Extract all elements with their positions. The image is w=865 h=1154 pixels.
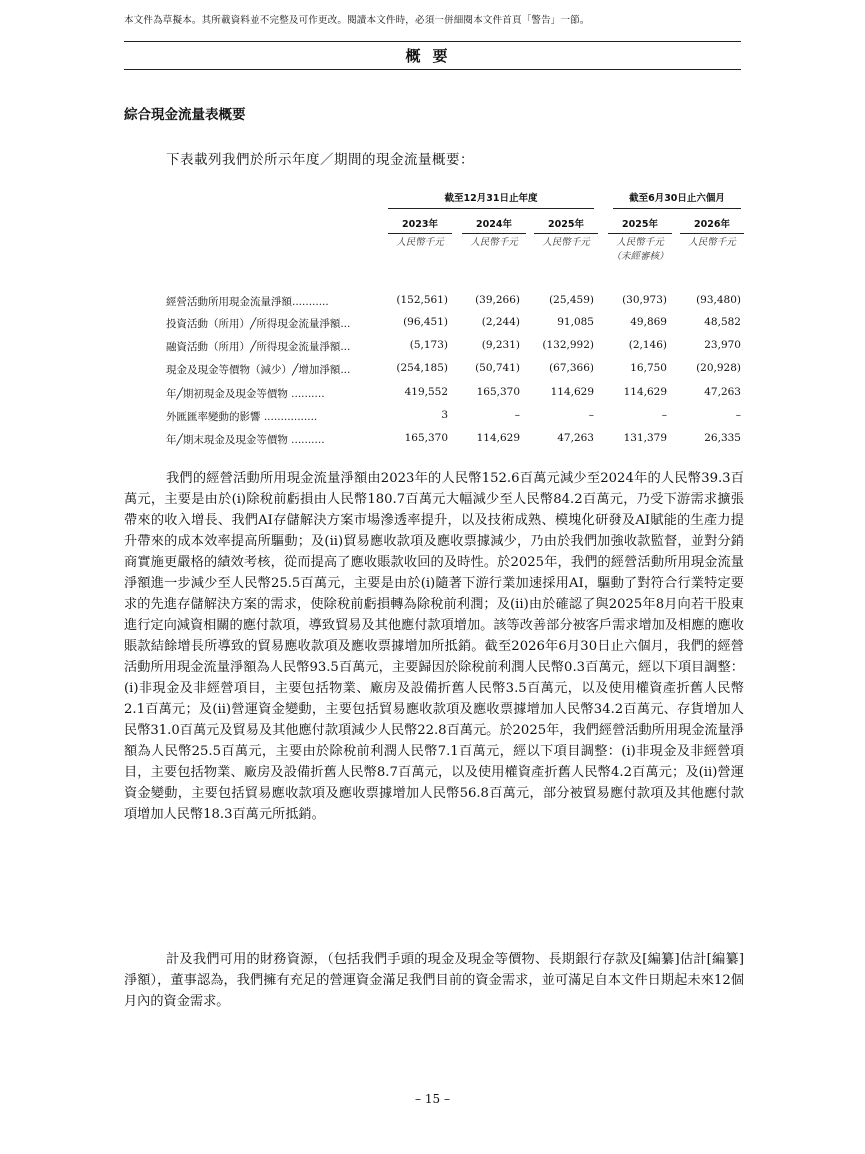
cell-value: 48,582	[704, 316, 741, 328]
section-heading: 綜合現金流量表概要	[124, 107, 246, 123]
cell-value: 16,750	[630, 362, 667, 374]
column-unit-label: 人民幣千元	[396, 237, 444, 248]
header-top-rule	[124, 41, 741, 42]
cell-value: (5,173)	[409, 339, 448, 351]
paragraph-text: 計及我們可用的財務資源，（包括我們手頭的現金及現金等價物、長期銀行存款及[編纂]估計[編纂]淨額），董事認為，我們擁有充足的營運資金滿足我們目前的資金需求，並可滿足自本文件日期起未來12個月內的資金需求。	[124, 952, 744, 1009]
table-row	[124, 339, 744, 359]
cell-value: (9,231)	[481, 339, 520, 351]
column-year-header: 2024年	[462, 216, 526, 234]
operating-cash-flow-discussion	[124, 468, 744, 825]
cell-value: 26,335	[704, 432, 741, 444]
cell-value: 47,263	[704, 386, 741, 398]
draft-warning-notice: 本文件為草擬本。其所載資料並不完整及可作更改。閱讀本文件時，必須一併細閱本文件首頁「警告」一節。	[124, 15, 590, 26]
working-capital-sufficiency-statement	[124, 949, 744, 1012]
cell-value: (2,146)	[628, 339, 667, 351]
cell-value: (96,451)	[403, 316, 448, 328]
cell-value: 165,370	[404, 432, 448, 444]
row-label: 現金及現金等價物（減少）╱增加淨額...	[166, 364, 351, 376]
cell-value: –	[514, 409, 520, 421]
cell-value: (20,928)	[696, 362, 741, 374]
cell-value: 3	[441, 409, 448, 421]
table-row	[124, 316, 744, 336]
cell-value: (132,992)	[542, 339, 594, 351]
cell-value: (2,244)	[481, 316, 520, 328]
header-bottom-rule	[124, 69, 741, 70]
row-label: 經營活動所用現金流量淨額...........	[166, 296, 329, 308]
column-year-header: 2023年	[388, 216, 452, 234]
column-unit-label: 人民幣千元 （未經審核）	[611, 237, 669, 262]
cell-value: 91,085	[557, 316, 594, 328]
cell-value: (50,741)	[475, 362, 520, 374]
table-row	[124, 362, 744, 382]
cell-value: (30,973)	[622, 294, 667, 306]
group-header-six-months: 截至6月30日止六個月	[613, 190, 741, 209]
group-header-years: 截至12月31日止年度	[388, 190, 594, 209]
cell-value: –	[588, 409, 594, 421]
paragraph-text: 我們的經營活動所用現金流量淨額由2023年的人民幣152.6百萬元減少至2024年的人民幣39.3百萬元，主要是由於(i)除稅前虧損由人民幣180.7百萬元大幅減少至人民幣84.2百萬元，乃受下游需求擴張帶來的收入增長、我們AI存儲解決方案市場滲透率提升，以及技術成熟、模塊化研發及AI賦能的生產力提升帶來的成本效率提高所驅動；及(ii)貿易應收款項及應收票據減少，乃由於我們加強收款監督，並對分銷商實施更嚴格的績效考核，從而提高了應收賬款收回的及時性。於2025年，我們的經營活動所用現金流量淨額進一步減少至人民幣25.5百萬元，主要是由於(i)隨著下游行業加速採用AI，驅動了對符合行業特定要求的先進存儲解決方案的需求，使除稅前虧損轉為除稅前利潤；及(ii)由於確認了與2025年8月向若干股東進行定向減資相關的應付款項，導致貿易及其他應付款項增加。該等改善部分被客戶需求增加及相應的應收賬款結餘增長所導致的貿易應收款項及應收票據增加所抵銷。截至2026年6月30日止六個月，我們的經營活動所用現金流量淨額為人民幣93.5百萬元，主要歸因於除稅前利潤人民幣0.3百萬元，經以下項目調整：(i)非現金及非經營項目，主要包括物業、廠房及設備折舊人民幣3.5百萬元，以及使用權資產折舊人民幣2.1百萬元；及(ii)營運資金變動，主要包括貿易應收款項及應收票據增加人民幣34.2百萬元、存貨增加人民幣31.0百萬元及貿易及其他應付款項減少人民幣22.8百萬元。於2025年，我們經營活動所用現金流量淨額為人民幣25.5百萬元，主要由於除稅前利潤人民幣7.1百萬元，經以下項目調整：(i)非現金及非經營項目，主要包括物業、廠房及設備折舊人民幣8.7百萬元，以及使用權資產折舊人民幣4.2百萬元；及(ii)營運資金變動，主要包括貿易應收款項及應收票據增加人民幣56.8百萬元，部分被貿易應付款項及其他應付款項增加人民幣18.3百萬元所抵銷。	[124, 471, 744, 822]
cell-value: 23,970	[704, 339, 741, 351]
column-unit-label: 人民幣千元	[542, 237, 590, 248]
row-label: 外匯匯率變動的影響 ................	[166, 411, 318, 423]
cell-value: –	[735, 409, 741, 421]
page-header-title: 概要	[405, 47, 460, 65]
cell-value: 47,263	[557, 432, 594, 444]
cell-value: 114,629	[550, 386, 594, 398]
cell-value: –	[661, 409, 667, 421]
unaudited-note: （未經審核）	[611, 251, 669, 262]
table-row	[124, 294, 744, 314]
row-label: 年╱期末現金及現金等價物 ..........	[166, 434, 325, 446]
table-row	[124, 432, 744, 452]
column-unit-label: 人民幣千元	[688, 237, 736, 248]
table-row	[124, 386, 744, 406]
column-year-header: 2025年	[534, 216, 598, 234]
cell-value: (254,185)	[396, 362, 448, 374]
cell-value: 419,552	[404, 386, 448, 398]
page-number: – 15 –	[415, 1092, 450, 1106]
cell-value: (93,480)	[696, 294, 741, 306]
cell-value: (152,561)	[396, 294, 448, 306]
table-intro-text: 下表載列我們於所示年度／期間的現金流量概要：	[166, 152, 474, 168]
row-label: 融資活動（所用）╱所得現金流量淨額...	[166, 341, 351, 353]
cell-value: 114,629	[476, 432, 520, 444]
cell-value: 131,379	[623, 432, 667, 444]
cell-value: 165,370	[476, 386, 520, 398]
row-label: 投資活動（所用）╱所得現金流量淨額...	[166, 318, 351, 330]
column-year-header: 2025年	[608, 216, 672, 234]
cell-value: (67,366)	[549, 362, 594, 374]
cell-value: (39,266)	[475, 294, 520, 306]
cell-value: 49,869	[630, 316, 667, 328]
row-label: 年╱期初現金及現金等價物 ..........	[166, 388, 325, 400]
column-year-header: 2026年	[680, 216, 744, 234]
table-row	[124, 409, 744, 429]
cell-value: (25,459)	[549, 294, 594, 306]
column-unit-label: 人民幣千元	[470, 237, 518, 248]
cell-value: 114,629	[623, 386, 667, 398]
